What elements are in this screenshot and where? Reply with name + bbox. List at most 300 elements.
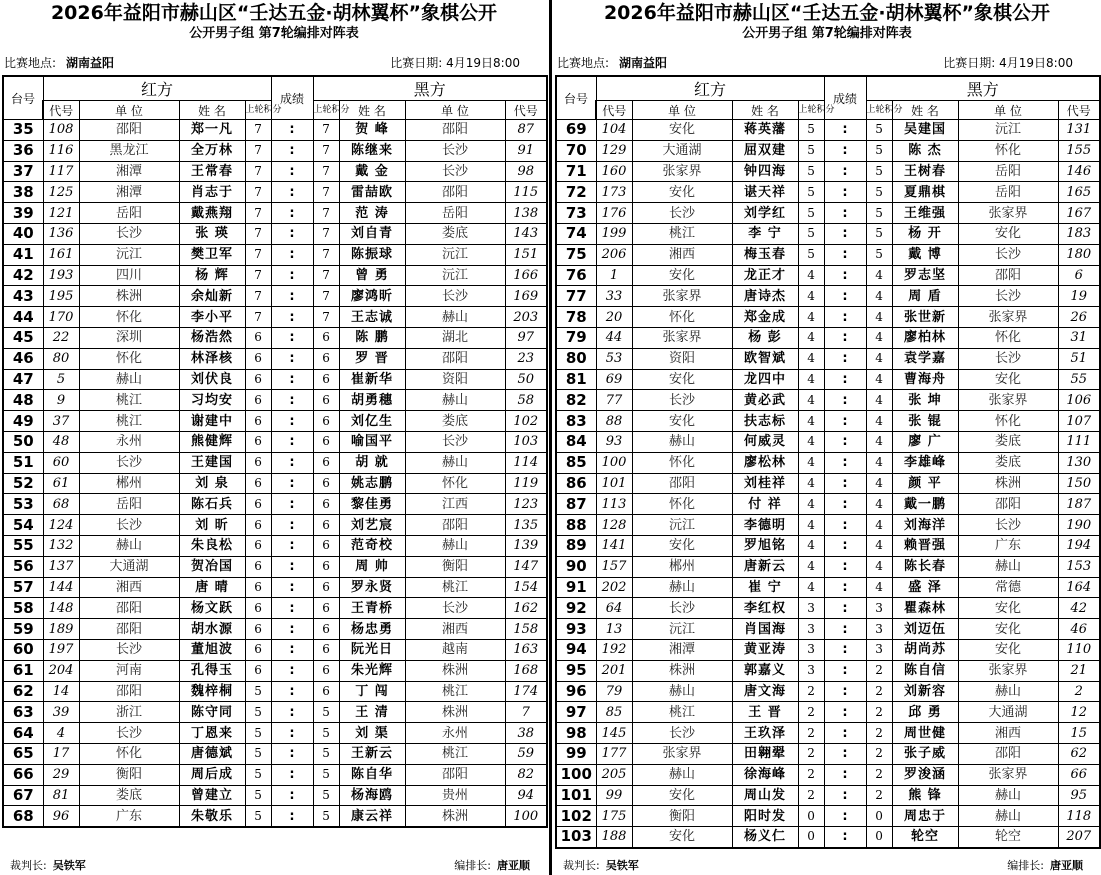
red-last-points: 4 — [798, 577, 824, 598]
black-code: 143 — [505, 223, 547, 244]
red-name: 杨 辉 — [179, 265, 245, 286]
red-code: 69 — [596, 369, 632, 390]
red-last-points: 7 — [245, 244, 271, 265]
red-unit: 邵阳 — [79, 598, 179, 619]
table-number: 58 — [3, 598, 43, 619]
black-name: 罗 晋 — [339, 348, 405, 369]
black-name: 盛 泽 — [892, 577, 958, 598]
score-separator: : — [824, 806, 866, 827]
red-name: 徐海峰 — [732, 764, 798, 785]
table-row — [3, 515, 547, 536]
black-unit: 长沙 — [405, 286, 505, 307]
red-last-points: 6 — [245, 431, 271, 452]
score-separator: : — [271, 369, 313, 390]
red-name: 林泽核 — [179, 348, 245, 369]
table-number: 89 — [556, 535, 596, 556]
black-name: 张世新 — [892, 307, 958, 328]
score-separator: : — [824, 369, 866, 390]
black-unit: 湘西 — [958, 723, 1058, 744]
black-code: 114 — [505, 452, 547, 473]
red-last-points: 7 — [245, 120, 271, 141]
black-name: 王新云 — [339, 743, 405, 764]
table-number: 56 — [3, 556, 43, 577]
black-name: 陈 杰 — [892, 140, 958, 161]
table-row — [556, 244, 1100, 265]
table-row — [556, 286, 1100, 307]
red-unit: 安化 — [632, 182, 732, 203]
red-last-points: 0 — [798, 827, 824, 848]
black-name: 王青桥 — [339, 598, 405, 619]
black-last-points: 6 — [313, 327, 339, 348]
black-unit: 邵阳 — [958, 494, 1058, 515]
table-number: 99 — [556, 743, 596, 764]
black-last-points: 0 — [866, 827, 892, 848]
table-number: 35 — [3, 120, 43, 141]
red-name: 董旭波 — [179, 639, 245, 660]
black-last-points: 6 — [313, 452, 339, 473]
red-code: 161 — [43, 244, 79, 265]
black-last-points: 4 — [866, 369, 892, 390]
red-unit: 沅江 — [632, 619, 732, 640]
black-unit: 江西 — [405, 494, 505, 515]
red-code: 29 — [43, 764, 79, 785]
black-unit: 张家界 — [958, 203, 1058, 224]
black-last-points: 6 — [313, 369, 339, 390]
black-name: 范奇校 — [339, 535, 405, 556]
table-number: 51 — [3, 452, 43, 473]
red-code: 128 — [596, 515, 632, 536]
black-name: 曾 勇 — [339, 265, 405, 286]
red-unit: 怀化 — [79, 743, 179, 764]
red-name: 龙正才 — [732, 265, 798, 286]
red-last-points: 4 — [798, 265, 824, 286]
black-unit: 广东 — [958, 535, 1058, 556]
arranger-info — [1007, 858, 1083, 874]
table-row — [556, 223, 1100, 244]
red-name: 陈守同 — [179, 702, 245, 723]
table-row — [556, 390, 1100, 411]
black-code: 50 — [505, 369, 547, 390]
black-last-points: 6 — [313, 390, 339, 411]
black-name: 赖晋强 — [892, 535, 958, 556]
red-code: 195 — [43, 286, 79, 307]
black-name: 瞿森林 — [892, 598, 958, 619]
red-unit: 浙江 — [79, 702, 179, 723]
black-code: 155 — [1058, 140, 1100, 161]
score-separator: : — [824, 203, 866, 224]
black-last-points: 4 — [866, 515, 892, 536]
red-code: 125 — [43, 182, 79, 203]
table-number: 82 — [556, 390, 596, 411]
black-last-points: 6 — [313, 348, 339, 369]
black-code: 115 — [505, 182, 547, 203]
red-code: 101 — [596, 473, 632, 494]
score-separator: : — [824, 390, 866, 411]
red-code: 85 — [596, 702, 632, 723]
black-name: 张 锟 — [892, 411, 958, 432]
table-row — [3, 223, 547, 244]
red-name: 孔得玉 — [179, 660, 245, 681]
red-unit: 邵阳 — [79, 619, 179, 640]
red-last-points: 6 — [245, 369, 271, 390]
black-unit: 怀化 — [958, 327, 1058, 348]
table-row — [3, 556, 547, 577]
pairing-table-left — [2, 75, 548, 828]
black-last-points: 7 — [313, 265, 339, 286]
red-name: 朱良松 — [179, 535, 245, 556]
red-name: 龙四中 — [732, 369, 798, 390]
score-separator: : — [271, 494, 313, 515]
black-code: 146 — [1058, 161, 1100, 182]
black-code: 183 — [1058, 223, 1100, 244]
date-info — [390, 55, 520, 71]
table-number: 78 — [556, 307, 596, 328]
red-last-points: 4 — [798, 556, 824, 577]
table-row — [3, 203, 547, 224]
red-unit: 桃江 — [79, 411, 179, 432]
black-last-points: 4 — [866, 390, 892, 411]
table-row — [3, 286, 547, 307]
black-code: 168 — [505, 660, 547, 681]
black-unit: 长沙 — [405, 140, 505, 161]
table-row — [556, 307, 1100, 328]
black-code: 58 — [505, 390, 547, 411]
red-unit: 安化 — [632, 535, 732, 556]
red-side-header: 红方 — [596, 76, 824, 101]
black-code: 38 — [505, 723, 547, 744]
sheet-footer — [10, 858, 540, 874]
red-unit: 湘潭 — [79, 161, 179, 182]
score-separator: : — [271, 265, 313, 286]
red-unit: 安化 — [632, 369, 732, 390]
black-name: 王 清 — [339, 702, 405, 723]
black-last-points: 4 — [866, 556, 892, 577]
black-last-points: 2 — [866, 702, 892, 723]
black-unit: 安化 — [958, 619, 1058, 640]
red-name: 黄必武 — [732, 390, 798, 411]
score-separator: : — [271, 390, 313, 411]
red-name: 曾建立 — [179, 785, 245, 806]
table-number: 38 — [3, 182, 43, 203]
red-name: 肖国海 — [732, 619, 798, 640]
red-name: 全万林 — [179, 140, 245, 161]
table-number: 54 — [3, 515, 43, 536]
black-code: 87 — [505, 120, 547, 141]
red-code: 99 — [596, 785, 632, 806]
black-last-points: 4 — [866, 411, 892, 432]
table-number: 80 — [556, 348, 596, 369]
table-row — [3, 161, 547, 182]
table-row — [556, 535, 1100, 556]
red-last-points: 6 — [245, 639, 271, 660]
table-number: 91 — [556, 577, 596, 598]
red-name: 张 瑛 — [179, 223, 245, 244]
table-row — [556, 702, 1100, 723]
red-name: 崔 宁 — [732, 577, 798, 598]
red-unit: 张家界 — [632, 286, 732, 307]
red-last-points: 6 — [245, 473, 271, 494]
red-name: 杨文跃 — [179, 598, 245, 619]
black-code: 26 — [1058, 307, 1100, 328]
red-name: 李红权 — [732, 598, 798, 619]
black-unit: 长沙 — [958, 515, 1058, 536]
table-number: 37 — [3, 161, 43, 182]
black-code: 162 — [505, 598, 547, 619]
black-code: 150 — [1058, 473, 1100, 494]
table-row — [3, 182, 547, 203]
black-name: 李雄峰 — [892, 452, 958, 473]
red-code: 17 — [43, 743, 79, 764]
red-name: 王常春 — [179, 161, 245, 182]
table-number: 47 — [3, 369, 43, 390]
red-last-points: 5 — [798, 203, 824, 224]
score-separator: : — [824, 244, 866, 265]
black-name: 吴建国 — [892, 120, 958, 141]
page-divider — [549, 0, 552, 875]
black-name: 刘亿生 — [339, 411, 405, 432]
red-name: 李 宁 — [732, 223, 798, 244]
col-red-name: 姓 名 — [179, 101, 245, 120]
red-unit: 广东 — [79, 806, 179, 827]
black-unit: 越南 — [405, 639, 505, 660]
red-last-points: 6 — [245, 390, 271, 411]
black-name: 黎佳勇 — [339, 494, 405, 515]
table-number: 72 — [556, 182, 596, 203]
black-last-points: 6 — [313, 411, 339, 432]
left-sheet — [0, 0, 548, 875]
table-row — [3, 473, 547, 494]
black-last-points: 6 — [313, 619, 339, 640]
black-last-points: 4 — [866, 265, 892, 286]
score-separator: : — [824, 182, 866, 203]
black-last-points: 7 — [313, 244, 339, 265]
red-code: 53 — [596, 348, 632, 369]
table-row — [556, 827, 1100, 848]
black-name: 周忠于 — [892, 806, 958, 827]
red-unit: 赫山 — [632, 764, 732, 785]
black-unit: 邵阳 — [405, 120, 505, 141]
red-name: 田翱翚 — [732, 743, 798, 764]
red-name: 郭嘉义 — [732, 660, 798, 681]
score-separator: : — [271, 556, 313, 577]
black-name: 轮空 — [892, 827, 958, 848]
red-name: 刘桂祥 — [732, 473, 798, 494]
black-name: 张子威 — [892, 743, 958, 764]
red-unit: 永州 — [79, 431, 179, 452]
red-unit: 桃江 — [632, 702, 732, 723]
red-unit: 赫山 — [632, 431, 732, 452]
col-black-unit: 单 位 — [405, 101, 505, 120]
black-name: 刘 渠 — [339, 723, 405, 744]
black-code: 46 — [1058, 619, 1100, 640]
match-info — [4, 55, 544, 71]
black-unit: 赫山 — [405, 452, 505, 473]
table-number: 49 — [3, 411, 43, 432]
black-code: 187 — [1058, 494, 1100, 515]
red-code: 93 — [596, 431, 632, 452]
black-last-points: 6 — [313, 494, 339, 515]
table-row — [556, 598, 1100, 619]
red-unit: 桃江 — [79, 390, 179, 411]
table-number: 70 — [556, 140, 596, 161]
red-last-points: 3 — [798, 639, 824, 660]
sheet-title: 2026年益阳市赫山区“壬达五金·胡林翼杯”象棋公开 — [50, 2, 498, 24]
referee-info — [10, 858, 86, 874]
table-number: 66 — [3, 764, 43, 785]
red-name: 魏梓桐 — [179, 681, 245, 702]
red-code: 188 — [596, 827, 632, 848]
black-last-points: 5 — [313, 764, 339, 785]
red-last-points: 4 — [798, 494, 824, 515]
table-number: 43 — [3, 286, 43, 307]
red-last-points: 2 — [798, 681, 824, 702]
pairing-table-right — [555, 75, 1101, 849]
score-separator: : — [824, 223, 866, 244]
black-unit: 长沙 — [405, 431, 505, 452]
black-unit: 沅江 — [405, 265, 505, 286]
black-unit: 大通湖 — [958, 702, 1058, 723]
red-name: 戴燕翔 — [179, 203, 245, 224]
red-last-points: 5 — [245, 743, 271, 764]
red-last-points: 5 — [798, 182, 824, 203]
black-name: 陈振球 — [339, 244, 405, 265]
score-separator: : — [824, 660, 866, 681]
black-code: 91 — [505, 140, 547, 161]
black-unit: 邵阳 — [958, 743, 1058, 764]
score-separator: : — [271, 723, 313, 744]
black-code: 95 — [1058, 785, 1100, 806]
black-name: 周 盾 — [892, 286, 958, 307]
black-code: 12 — [1058, 702, 1100, 723]
red-name: 唐诗杰 — [732, 286, 798, 307]
col-black-last-pts: 上轮积分 — [313, 101, 339, 120]
score-separator: : — [824, 161, 866, 182]
red-code: 141 — [596, 535, 632, 556]
red-unit: 张家界 — [632, 161, 732, 182]
red-unit: 怀化 — [79, 348, 179, 369]
black-name: 廖 广 — [892, 431, 958, 452]
black-unit: 资阳 — [405, 369, 505, 390]
black-code: 154 — [505, 577, 547, 598]
red-last-points: 7 — [245, 223, 271, 244]
red-unit: 邵阳 — [79, 120, 179, 141]
red-unit: 赫山 — [79, 369, 179, 390]
referee-info — [563, 858, 639, 874]
red-unit: 深圳 — [79, 327, 179, 348]
table-row — [556, 120, 1100, 141]
black-name: 廖柏林 — [892, 327, 958, 348]
black-unit: 邵阳 — [405, 515, 505, 536]
black-name: 胡勇穗 — [339, 390, 405, 411]
red-code: 189 — [43, 619, 79, 640]
score-separator: : — [271, 639, 313, 660]
black-last-points: 4 — [866, 535, 892, 556]
red-name: 王建国 — [179, 452, 245, 473]
black-unit: 娄底 — [958, 431, 1058, 452]
red-last-points: 2 — [798, 743, 824, 764]
table-number: 100 — [556, 764, 596, 785]
black-name: 刘海洋 — [892, 515, 958, 536]
red-last-points: 6 — [245, 598, 271, 619]
black-name: 杨忠勇 — [339, 619, 405, 640]
score-separator: : — [271, 619, 313, 640]
black-last-points: 7 — [313, 307, 339, 328]
black-code: 94 — [505, 785, 547, 806]
col-black-name: 姓 名 — [892, 101, 958, 120]
table-number: 97 — [556, 702, 596, 723]
red-code: 113 — [596, 494, 632, 515]
black-unit: 岳阳 — [958, 182, 1058, 203]
black-unit: 邵阳 — [958, 265, 1058, 286]
black-last-points: 5 — [313, 743, 339, 764]
red-last-points: 7 — [245, 140, 271, 161]
referee-label: 裁判长: — [10, 859, 47, 872]
score-separator: : — [271, 161, 313, 182]
black-code: 119 — [505, 473, 547, 494]
red-last-points: 7 — [245, 265, 271, 286]
black-name: 王树春 — [892, 161, 958, 182]
score-separator: : — [271, 598, 313, 619]
score-separator: : — [271, 307, 313, 328]
venue-info — [557, 55, 667, 71]
red-code: 60 — [43, 452, 79, 473]
black-code: 66 — [1058, 764, 1100, 785]
score-separator: : — [271, 535, 313, 556]
red-unit: 株洲 — [79, 286, 179, 307]
black-unit: 赫山 — [958, 806, 1058, 827]
red-last-points: 5 — [798, 161, 824, 182]
col-red-code: 代号 — [596, 101, 632, 120]
col-black-name: 姓 名 — [339, 101, 405, 120]
red-unit: 岳阳 — [79, 203, 179, 224]
red-unit: 怀化 — [632, 452, 732, 473]
table-row — [3, 244, 547, 265]
pairing-rows-left — [3, 120, 547, 828]
table-row — [3, 723, 547, 744]
black-unit: 株洲 — [405, 660, 505, 681]
red-code: 170 — [43, 307, 79, 328]
red-code: 79 — [596, 681, 632, 702]
red-name: 熊健辉 — [179, 431, 245, 452]
black-code: 97 — [505, 327, 547, 348]
black-last-points: 6 — [313, 515, 339, 536]
black-unit: 长沙 — [958, 286, 1058, 307]
arranger-label: 编排长: — [1007, 859, 1044, 872]
red-code: 44 — [596, 327, 632, 348]
red-code: 129 — [596, 140, 632, 161]
red-code: 80 — [43, 348, 79, 369]
red-last-points: 4 — [798, 452, 824, 473]
red-code: 68 — [43, 494, 79, 515]
score-separator: : — [271, 120, 313, 141]
black-unit: 长沙 — [958, 348, 1058, 369]
red-name: 谌天祥 — [732, 182, 798, 203]
black-last-points: 5 — [866, 182, 892, 203]
table-number: 81 — [556, 369, 596, 390]
red-code: 124 — [43, 515, 79, 536]
black-last-points: 6 — [313, 639, 339, 660]
table-row — [556, 348, 1100, 369]
red-unit: 湘西 — [632, 244, 732, 265]
red-code: 100 — [596, 452, 632, 473]
black-name: 陈 鹏 — [339, 327, 405, 348]
red-name: 余灿新 — [179, 286, 245, 307]
black-unit: 沅江 — [958, 120, 1058, 141]
score-separator: : — [271, 702, 313, 723]
black-name: 刘迈伍 — [892, 619, 958, 640]
red-name: 郑金成 — [732, 307, 798, 328]
red-unit: 桃江 — [632, 223, 732, 244]
